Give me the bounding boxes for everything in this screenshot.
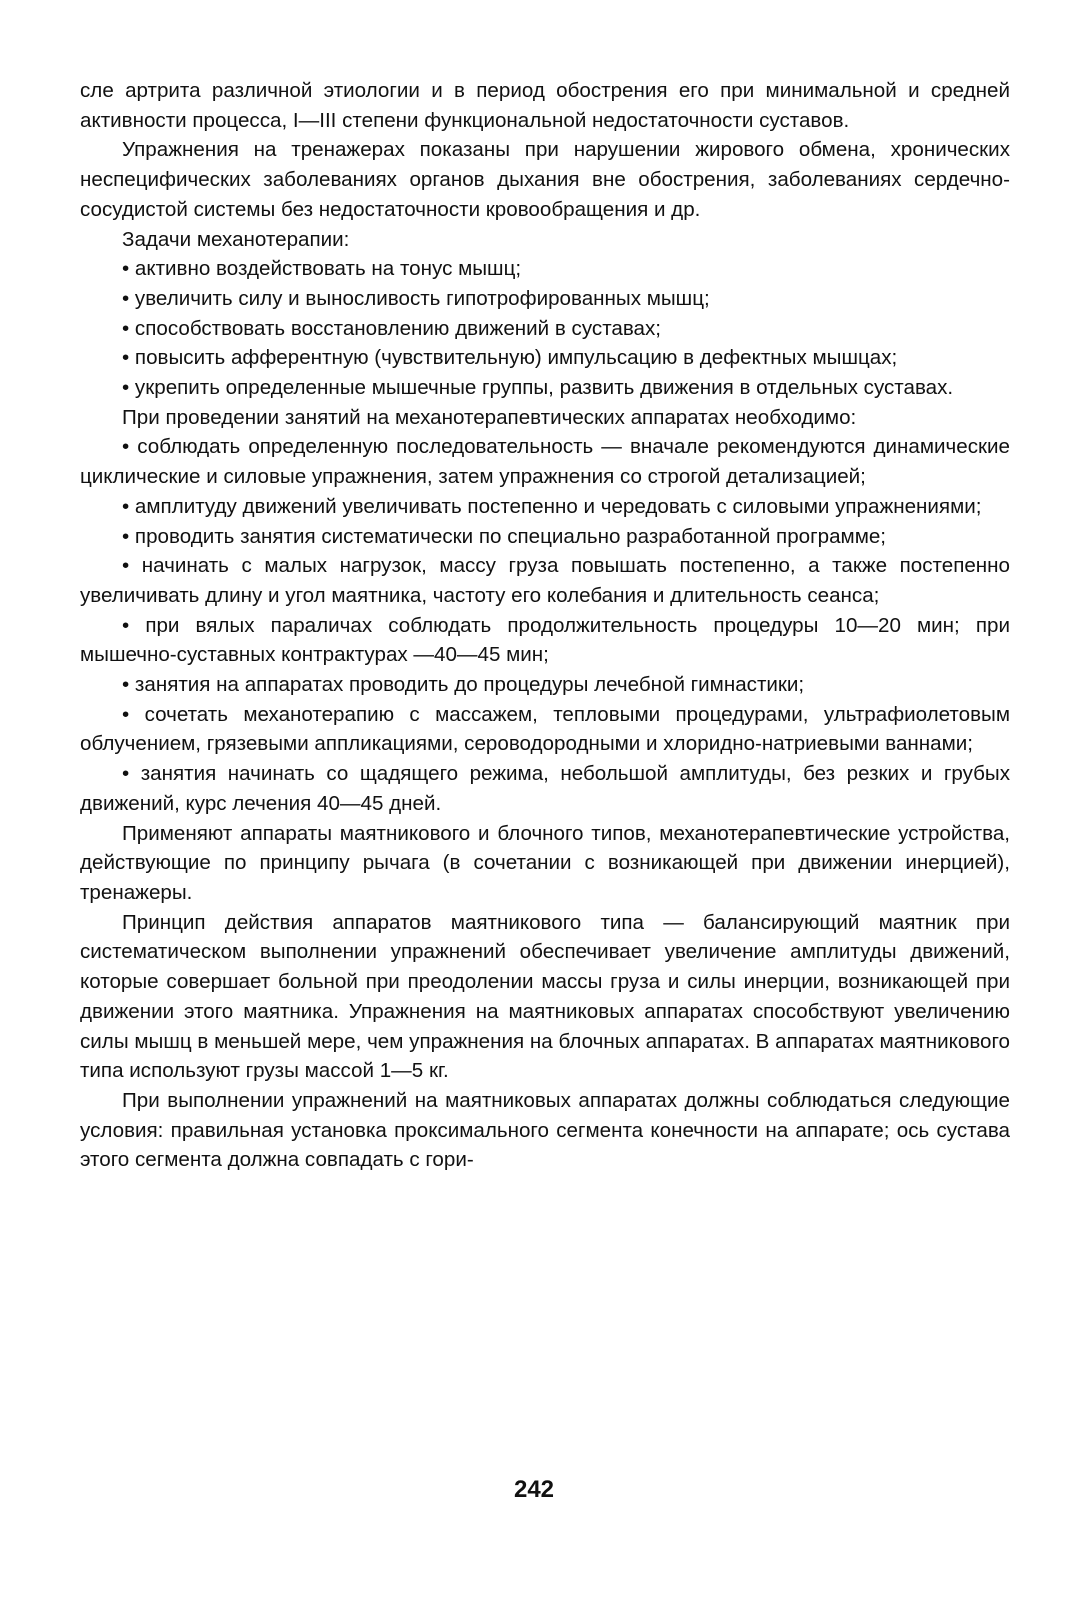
bullet-item: • укрепить определенные мышечные группы, развить движения в отдельных суставах. bbox=[122, 376, 954, 400]
bullet-item: • при вялых параличах соблюдать продолжительность процедуры 10—20 мин; при мышечно-суставных контрактурах —40—45 мин; bbox=[80, 613, 1010, 667]
bullet-item: • проводить занятия систематически по специально разработанной программе; bbox=[122, 524, 887, 548]
body-text bbox=[80, 76, 1010, 1175]
bullet-item: • занятия начинать со щадящего режима, небольшой амплитуды, без резких и грубых движений, курс лечения 40—45 дней. bbox=[80, 762, 1010, 815]
paragraph: сле артрита различной этиологии и в период обострения его при минимальной и средней активности процесса, I—III степени функциональной недостаточности суставов. bbox=[80, 79, 1010, 132]
bullet-item: • сочетать механотерапию с массажем, тепловыми процедурами, ультрафиолетовым облучением, грязевыми аппликациями, сероводородными и хлоридно-натриевыми ваннами; bbox=[80, 702, 1010, 756]
paragraph: Применяют аппараты маятникового и блочного типов, механотерапевтические устройства, действующие по принципу рычага (в сочетании с возникающей при движении инерцией), тренажеры. bbox=[80, 821, 1010, 904]
paragraph: Задачи механотерапии: bbox=[122, 227, 350, 251]
paragraph: При проведении занятий на механотерапевтических аппаратах необходимо: bbox=[122, 405, 857, 429]
bullet-item: • соблюдать определенную последовательность — вначале рекомендуются динамические циклические и силовые упражнения, затем упражнения со строгой детализацией; bbox=[80, 435, 1010, 489]
bullet-item: • увеличить силу и выносливость гипотрофированных мышц; bbox=[122, 286, 710, 310]
bullet-item: • активно воздействовать на тонус мышц; bbox=[122, 257, 522, 281]
paragraph: Принцип действия аппаратов маятникового типа — балансирующий маятник при систематическом выполнении упражнений обеспечивает увеличение амплитуды движений, которые совершает больной при преодолении массы груза и силы инерции, возникающей при движении этого маятника. Упражнения на маятниковых аппаратах способствуют увеличению силы мышц в меньшей мере, чем упражнения на блочных аппаратах. В аппаратах маятникового типа используют грузы массой 1—5 кг. bbox=[80, 910, 1010, 1083]
paragraph: Упражнения на тренажерах показаны при нарушении жирового обмена, хронических неспецифических заболеваниях органов дыхания вне обострения, заболеваниях сердечно-сосудистой системы без недостаточности кровообращения и др. bbox=[80, 138, 1010, 221]
bullet-item: • способствовать восстановлению движений в суставах; bbox=[122, 316, 662, 340]
bullet-item: • повысить афферентную (чувствительную) импульсацию в дефектных мышцах; bbox=[122, 346, 898, 370]
bullet-item: • занятия на аппаратах проводить до процедуры лечебной гимнастики; bbox=[122, 673, 805, 697]
bullet-item: • амплитуду движений увеличивать постепенно и чередовать с силовыми упражнениями; bbox=[122, 494, 982, 518]
bullet-item: • начинать с малых нагрузок, массу груза повышать постепенно, а также постепенно увеличивать длину и угол маятника, частоту его колебания и длительность сеанса; bbox=[80, 554, 1010, 607]
paragraph: При выполнении упражнений на маятниковых аппаратах должны соблюдаться следующие условия: правильная установка проксимального сегмента конечности на аппарате; ось сустава этого сегмента должна совпадать с гори- bbox=[80, 1088, 1010, 1172]
page-number: 242 bbox=[513, 1476, 555, 1503]
